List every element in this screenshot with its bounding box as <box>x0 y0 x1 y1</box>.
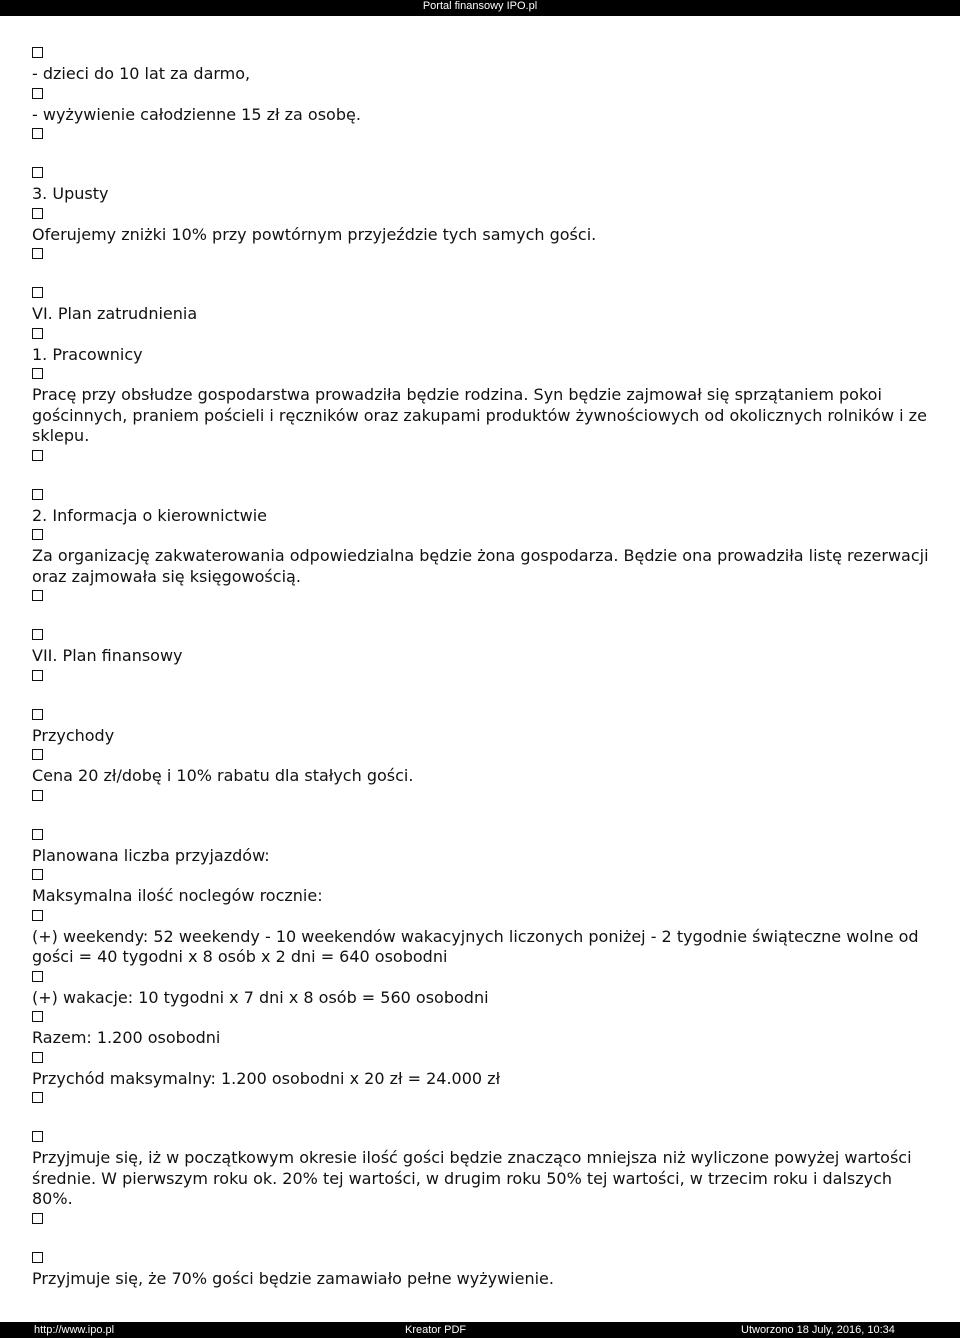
footer-creator: Kreator PDF <box>405 1324 467 1336</box>
checkbox-square-icon <box>32 1252 43 1263</box>
checkbox-square-icon <box>32 529 43 540</box>
footer-url[interactable]: http://www.ipo.pl <box>34 1324 115 1336</box>
paragraph-text: - dzieci do 10 lat za darmo, <box>32 64 251 83</box>
paragraph-text: Przyjmuje się, iż w początkowym okresie ilość gości będzie znacząco mniejsza niż wyliczone powyżej wartości średnie. W pierwszym roku ok. 20% tej wartości, w drugim roku 50% tej wartości, w trzecim roku i dalszych 80%. <box>32 1148 912 1208</box>
checkbox-square-icon <box>32 328 43 339</box>
checkbox-square-icon <box>32 1052 43 1063</box>
checkbox-square-icon <box>32 450 43 461</box>
paragraph-text: (+) weekendy: 52 weekendy - 10 weekendów wakacyjnych liczonych poniżej - 2 tygodnie świąteczne wolne od gości = 40 tygodni x 8 osób x 2 dni = 640 osobodni <box>32 926 919 966</box>
checkbox-square-icon <box>32 869 43 880</box>
checkbox-square-icon <box>32 709 43 720</box>
paragraph-text: Maksymalna ilość noclegów rocznie: <box>32 886 323 905</box>
paragraph-text: VII. Plan finansowy <box>32 646 183 665</box>
checkbox-square-icon <box>32 47 43 58</box>
footer-created: Utworzono 18 July, 2016, 10:34 <box>741 1324 895 1336</box>
checkbox-square-icon <box>32 368 43 379</box>
blank-line <box>32 145 937 164</box>
checkbox-square-icon <box>32 128 43 139</box>
paragraph-text: Razem: 1.200 osobodni <box>32 1028 221 1047</box>
blank-line <box>32 1230 937 1249</box>
paragraph-text: - wyżywienie całodzienne 15 zł za osobę. <box>32 104 361 124</box>
page-header <box>0 0 960 16</box>
checkbox-square-icon <box>32 88 43 99</box>
checkbox-square-icon <box>32 287 43 298</box>
document-body <box>32 44 937 1291</box>
paragraph-text: Cena 20 zł/dobę i 10% rabatu dla stałych gości. <box>32 766 414 785</box>
checkbox-square-icon <box>32 670 43 681</box>
paragraph-text: Za organizację zakwaterowania odpowiedzialna będzie żona gospodarza. Będzie ona prowadziła listę rezerwacji oraz zajmowała się księgowością. <box>32 546 929 586</box>
page-footer <box>0 1322 960 1338</box>
blank-line <box>32 807 937 826</box>
checkbox-square-icon <box>32 590 43 601</box>
checkbox-square-icon <box>32 489 43 500</box>
blank-line <box>32 265 937 284</box>
checkbox-square-icon <box>32 971 43 982</box>
paragraph-text: 2. Informacja o kierownictwie <box>32 505 268 525</box>
checkbox-square-icon <box>32 248 43 259</box>
checkbox-square-icon <box>32 790 43 801</box>
paragraph-text: 3. Upusty <box>32 184 109 203</box>
paragraph-text: (+) wakacje: 10 tygodni x 7 dni x 8 osób = 560 osobodni <box>32 987 489 1007</box>
checkbox-square-icon <box>32 1131 43 1142</box>
checkbox-square-icon <box>32 1092 43 1103</box>
paragraph-text: Przychód maksymalny: 1.200 osobodni x 20 zł = 24.000 zł <box>32 1068 501 1088</box>
paragraph-text: Przyjmuje się, że 70% gości będzie zamawiało pełne wyżywienie. <box>32 1268 554 1288</box>
paragraph-text: VI. Plan zatrudnienia <box>32 304 198 323</box>
checkbox-square-icon <box>32 208 43 219</box>
checkbox-square-icon <box>32 1011 43 1022</box>
checkbox-square-icon <box>32 629 43 640</box>
paragraph-text: Planowana liczba przyjazdów: <box>32 845 270 865</box>
paragraph-text: 1. Pracownicy <box>32 344 143 364</box>
blank-line <box>32 687 937 706</box>
checkbox-square-icon <box>32 1213 43 1224</box>
checkbox-square-icon <box>32 829 43 840</box>
header-title: Portal finansowy IPO.pl <box>422 0 538 12</box>
blank-line <box>32 467 937 486</box>
checkbox-square-icon <box>32 167 43 178</box>
paragraph-text: Pracę przy obsłudze gospodarstwa prowadziła będzie rodzina. Syn będzie zajmował się sprzątaniem pokoi gościnnych, praniem pościeli i ręczników oraz zakupami produktów żywnościowych od okolicznych rolników i ze sklepu. <box>32 385 927 445</box>
paragraph-text: Przychody <box>32 725 115 745</box>
checkbox-square-icon <box>32 749 43 760</box>
blank-line <box>32 607 937 626</box>
paragraph-text: Oferujemy zniżki 10% przy powtórnym przyjeździe tych samych gości. <box>32 224 597 244</box>
checkbox-square-icon <box>32 910 43 921</box>
blank-line <box>32 1109 937 1128</box>
